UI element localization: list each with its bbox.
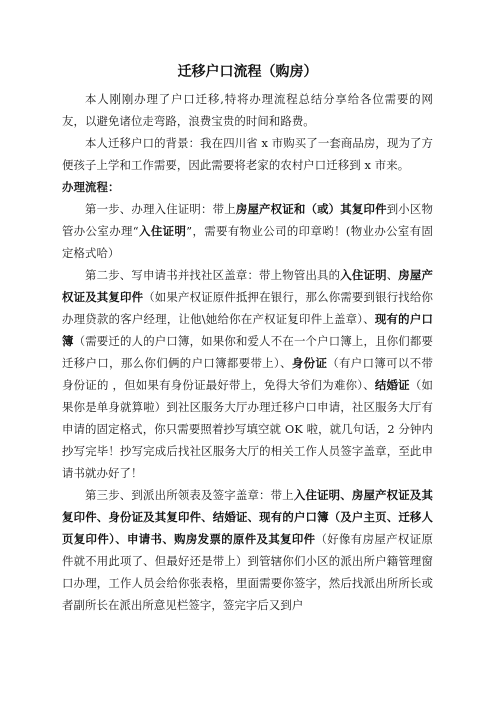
- process-heading: 办理流程：: [62, 180, 120, 194]
- step-2-paragraph: [62, 264, 433, 484]
- step-1-bold-deed: 房屋产权证和（或）其复印件: [235, 202, 387, 216]
- step-2-text: 、: [386, 268, 399, 282]
- step-1-bold-certificate: 入住证明: [138, 224, 187, 238]
- step-2-bold: 结婚证: [374, 378, 410, 392]
- step-2-text: 第二步、写申请书并找社区盖章：带上物管出具的: [85, 268, 341, 282]
- step-2-bold: 入住证明: [340, 268, 387, 282]
- step-2-text: （如果产权证原件抵押在银行，那么你需要到银行找给你办理贷款的客户经理，让他\她给你在产权证复印件上盖章）、: [62, 290, 433, 326]
- step-1-text: 第一步、办理入住证明：带上: [85, 202, 236, 216]
- step-2-bold: 房屋产权证及其复印件: [62, 268, 433, 304]
- step-3-paragraph: [62, 484, 433, 616]
- step-2-text: （需要迁的人的户口簿，如果你和爱人不在一个户口簿上，且你们都要迁移户口，那么你们俩的户口簿都要带上）、: [62, 334, 433, 370]
- step-3-text: 第三步、到派出所领表及签字盖章：带上: [85, 488, 294, 502]
- document-page: [62, 62, 433, 616]
- step-2-bold: 身份证: [291, 356, 328, 370]
- document-title: 迁移户口流程（购房）: [177, 64, 318, 80]
- intro-paragraph-1: 本人刚刚办理了户口迁移,特将办理流程总结分享给各位需要的网友，以避免诸位走弯路，浪费宝贵的时间和路费。: [62, 92, 433, 128]
- intro-paragraph-2: 本人迁移户口的背景：我在四川省 x 市购买了一套商品房，现为了方便孩子上学和工作需要，因此需要将老家的农村户口迁移到 x 市来。: [62, 136, 433, 172]
- step-2-text: （如果你是单身就算啦）到社区服务大厅办理迁移户口申请，社区服务大厅有申请的固定格式，你只需要照着抄写填空就 OK 啦，就几句话，2 分钟内抄写完毕！抄写完成后找社区服务大厅的相关工作人员签字盖章，至此申请书就办好了！: [62, 378, 433, 480]
- step-3-text: （好像有房屋产权证原件就不用此项了、但最好还是带上）到管辖你们小区的派出所户籍管理窗口办理，工作人员会给你张表格，里面需要你签字，然后找派出所所长或者副所长在派出所意见栏签字，签完字后又到户: [62, 532, 433, 612]
- step-2-bold: 现有的户口簿: [62, 312, 433, 348]
- step-1-text: 到小区物管办公室办理“: [62, 202, 433, 238]
- step-3-bold: 入住证明、房屋产权证及其复印件、身份证及其复印件、结婚证、现有的户口簿（及户主页、迁移人页复印件）、申请书、购房发票的原件及其复印件: [62, 488, 433, 546]
- step-1-paragraph: [62, 198, 433, 264]
- step-1-text: ”，需要有物业公司的印章哟！(物业办公室有固定格式哈）: [62, 224, 434, 260]
- step-2-text: （有户口簿可以不带身份证的 ，但如果有身份证最好带上，免得大爷们为难你）、: [62, 356, 433, 392]
